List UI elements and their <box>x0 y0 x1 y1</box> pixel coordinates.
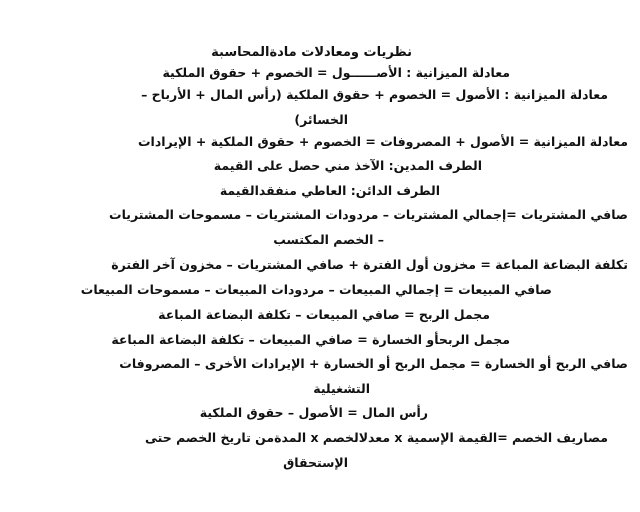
formula-line-5: الطرف الدائن: العاطي منفقدالقيمة <box>219 183 440 198</box>
formula-line-12: رأس المال = الأصول – حقوق الملكية <box>199 405 428 420</box>
formula-line-4: الطرف المدين: الآخذ مني حصل على القيمة <box>213 158 482 173</box>
formula-line-2-continued: الخسائر) <box>294 112 348 127</box>
formula-line-13-continued: الإستحقاق <box>283 455 348 470</box>
formula-line-6-continued: – الخصم المكتسب <box>273 232 384 247</box>
formula-line-7: تكلفة البضاعة المباعة = مخزون أول الفترة + صافي المشتريات – مخزون آخر الفترة <box>111 257 628 272</box>
formula-line-2: معادلة الميزانية : الأصول = الخصوم + حقوق الملكية (رأس المال + الأرباح – <box>141 87 608 102</box>
formula-line-1: معادلة الميزانية : الأصــــــول = الخصوم + حقوق الملكية <box>162 65 510 80</box>
formula-line-11-continued: التشغيلية <box>313 381 370 396</box>
formula-line-6: صافي المشتريات =إجمالي المشتريات – مردودات المشتريات – مسموحات المشتريات <box>109 207 628 222</box>
formula-line-9: مجمل الربح = صافي المبيعات – تكلفة البضاعة المباعة <box>158 307 490 322</box>
page-title: نظريات ومعادلات مادةالمحاسبة <box>211 45 412 60</box>
formula-line-8: صافي المبيعات = إجمالي المبيعات – مردودات المبيعات – مسموحات المبيعات <box>80 282 552 297</box>
formula-line-11: صافي الربح أو الخسارة = مجمل الربح أو الخسارة + الإيرادات الأخرى – المصروفات <box>119 356 628 371</box>
formula-line-13: مصاريف الخصم =القيمة الإسمية x معدلالخصم x المدةمن تاريخ الخصم حتى <box>144 430 608 445</box>
formula-line-10: مجمل الربحأو الخسارة = صافي المبيعات – تكلفة البضاعة المباعة <box>111 332 510 347</box>
formula-line-3: معادلة الميزانية = الأصول + المصروفات = الخصوم + حقوق الملكية + الإيرادات <box>137 134 628 149</box>
